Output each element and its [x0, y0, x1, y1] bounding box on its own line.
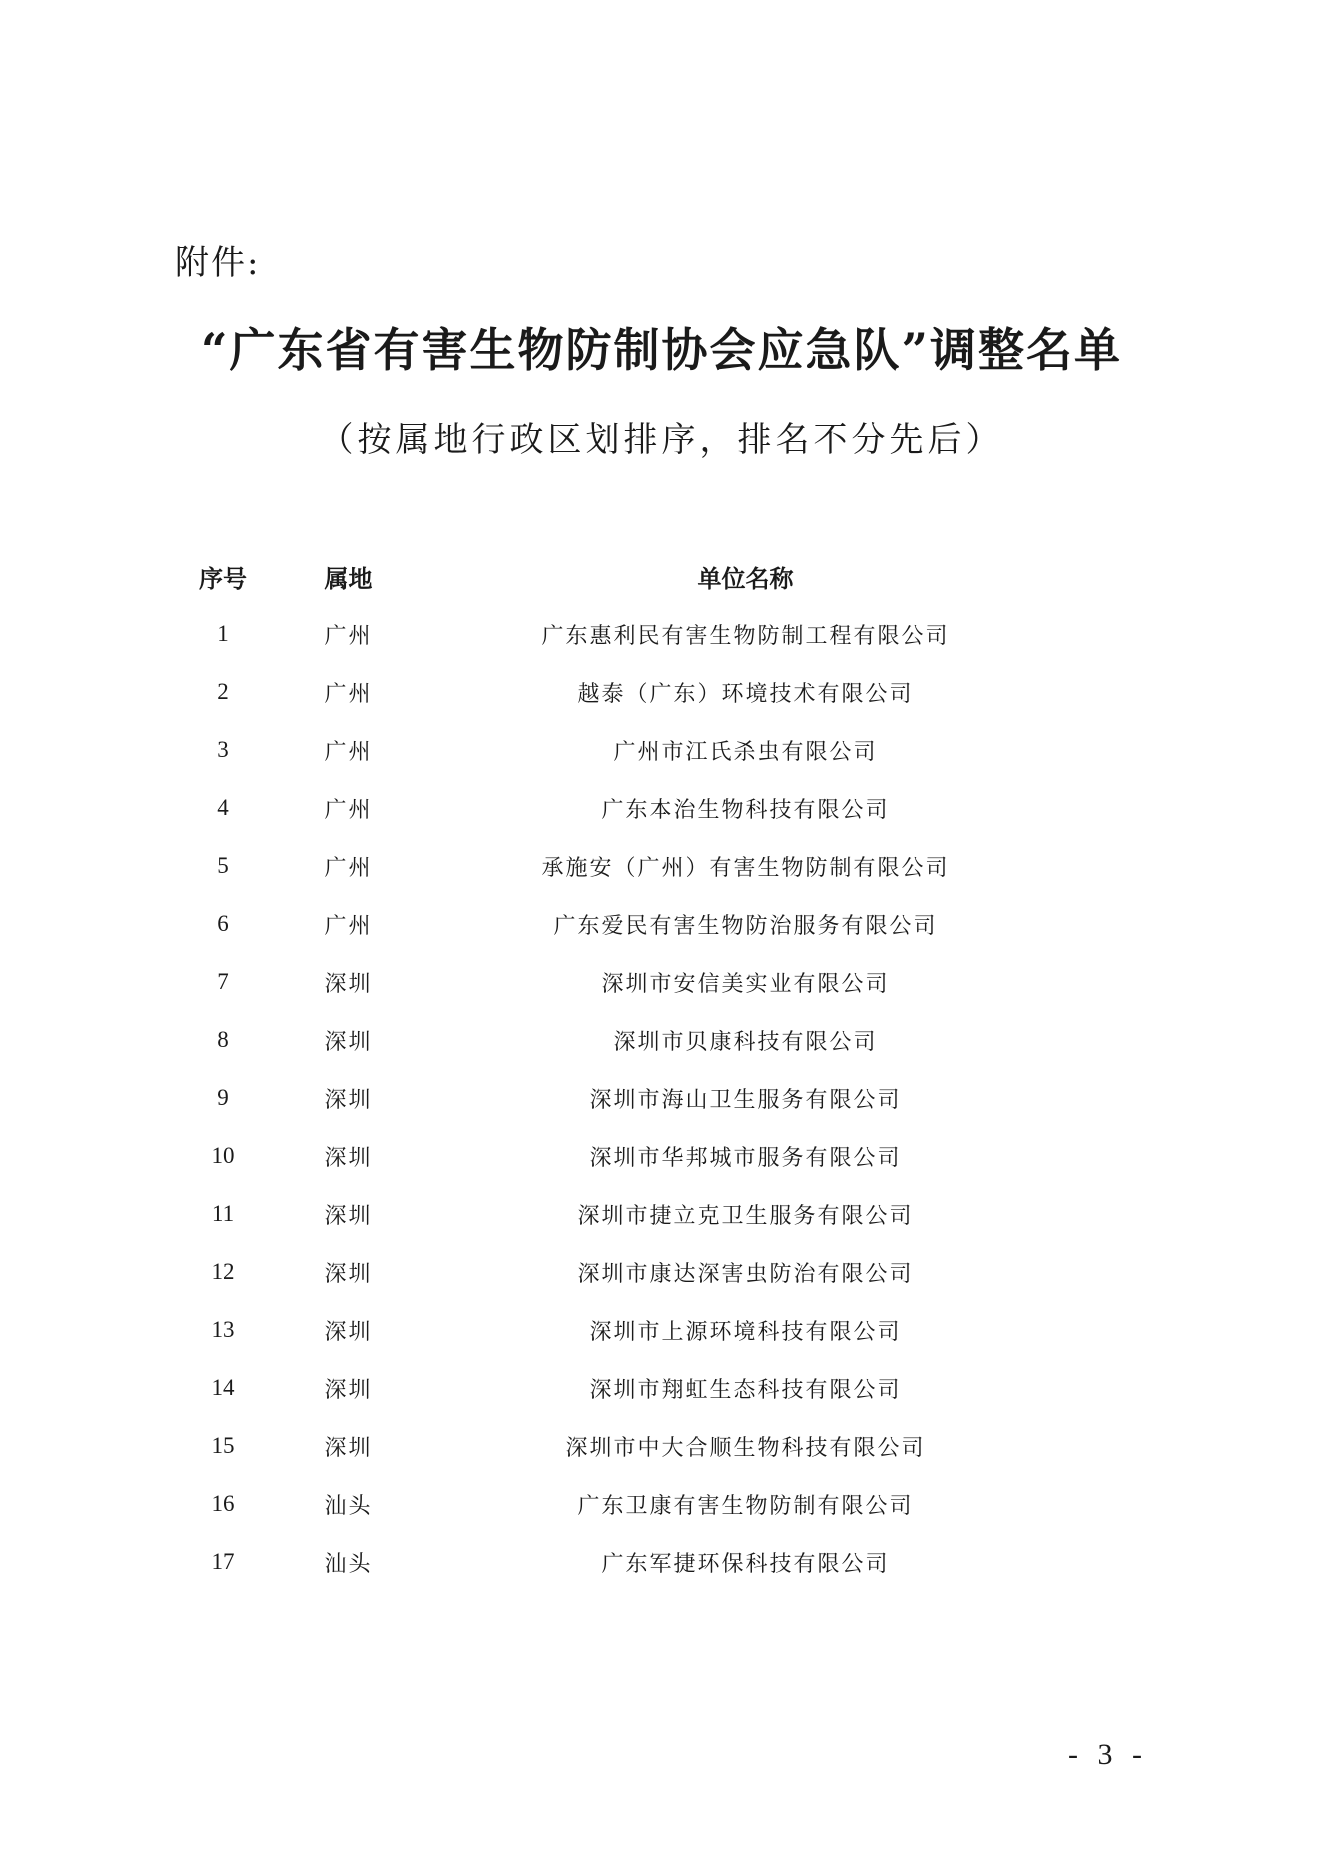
row-unit-name: 广东惠利民有害生物防制工程有限公司: [541, 623, 950, 649]
table-row: [175, 663, 1065, 721]
table-row: [175, 895, 1065, 953]
row-unit-name: 深圳市中大合顺生物科技有限公司: [565, 1435, 926, 1461]
row-number: 7: [217, 969, 229, 994]
table-row: [175, 1359, 1065, 1417]
row-region: 深圳: [324, 1145, 373, 1171]
header-region: 属地: [324, 564, 373, 593]
row-region: 广州: [324, 681, 373, 707]
attachment-label: 附件:: [175, 243, 261, 283]
row-number: 13: [211, 1317, 235, 1342]
row-number: 6: [217, 911, 229, 936]
table-header-row: [175, 547, 1065, 605]
row-region: 深圳: [324, 971, 373, 997]
table-row: [175, 1417, 1065, 1475]
row-region: 深圳: [324, 1261, 373, 1287]
row-region: 汕头: [324, 1493, 373, 1519]
table-row: [175, 721, 1065, 779]
row-unit-name: 深圳市贝康科技有限公司: [613, 1029, 878, 1055]
row-region: 广州: [324, 913, 373, 939]
row-region: 广州: [324, 623, 373, 649]
row-unit-name: 广州市江氏杀虫有限公司: [613, 739, 878, 765]
row-number: 17: [211, 1549, 235, 1574]
table-row: [175, 1475, 1065, 1533]
row-region: 深圳: [324, 1087, 373, 1113]
header-number: 序号: [199, 564, 247, 593]
row-number: 12: [211, 1259, 235, 1284]
document-title: “广东省有害生物防制协会应急队”调整名单: [201, 323, 1122, 377]
row-number: 8: [217, 1027, 229, 1052]
table-row: [175, 953, 1065, 1011]
row-unit-name: 广东爱民有害生物防治服务有限公司: [553, 913, 938, 939]
document-subtitle: （按属地行政区划排序，排名不分先后）: [319, 420, 1004, 460]
row-number: 5: [217, 853, 229, 878]
row-unit-name: 深圳市海山卫生服务有限公司: [589, 1087, 902, 1113]
table-row: [175, 1533, 1065, 1591]
roster-table: [175, 547, 1065, 1591]
row-region: 广州: [324, 855, 373, 881]
row-region: 深圳: [324, 1029, 373, 1055]
roster-table-body: [175, 605, 1065, 1591]
row-number: 10: [211, 1143, 235, 1168]
roster-table-head: [175, 547, 1065, 605]
row-unit-name: 深圳市翔虹生态科技有限公司: [589, 1377, 902, 1403]
table-row: [175, 779, 1065, 837]
row-unit-name: 深圳市上源环境科技有限公司: [589, 1319, 902, 1345]
row-unit-name: 广东本治生物科技有限公司: [601, 797, 890, 823]
row-number: 1: [217, 621, 229, 646]
row-unit-name: 承施安（广州）有害生物防制有限公司: [541, 855, 950, 881]
row-unit-name: 深圳市捷立克卫生服务有限公司: [577, 1203, 914, 1229]
row-number: 16: [211, 1491, 235, 1516]
row-region: 深圳: [324, 1203, 373, 1229]
table-row: [175, 837, 1065, 895]
table-row: [175, 1127, 1065, 1185]
row-unit-name: 深圳市康达深害虫防治有限公司: [577, 1261, 914, 1287]
table-row: [175, 1185, 1065, 1243]
row-number: 11: [211, 1201, 235, 1226]
row-region: 深圳: [324, 1319, 373, 1345]
row-unit-name: 深圳市安信美实业有限公司: [601, 971, 890, 997]
header-unit-name: 单位名称: [697, 564, 794, 593]
row-region: 汕头: [324, 1551, 373, 1577]
row-number: 4: [217, 795, 229, 820]
row-unit-name: 越泰（广东）环境技术有限公司: [577, 681, 914, 707]
table-row: [175, 1069, 1065, 1127]
row-unit-name: 深圳市华邦城市服务有限公司: [589, 1145, 902, 1171]
table-row: [175, 1243, 1065, 1301]
row-region: 深圳: [324, 1435, 373, 1461]
row-region: 深圳: [324, 1377, 373, 1403]
row-number: 15: [211, 1433, 235, 1458]
row-number: 2: [217, 679, 229, 704]
row-number: 14: [211, 1375, 235, 1400]
row-region: 广州: [324, 797, 373, 823]
row-unit-name: 广东卫康有害生物防制有限公司: [577, 1493, 914, 1519]
row-number: 9: [217, 1085, 229, 1110]
table-row: [175, 605, 1065, 663]
page-number: - 3 -: [1068, 1738, 1148, 1771]
table-row: [175, 1301, 1065, 1359]
row-number: 3: [217, 737, 229, 762]
row-unit-name: 广东军捷环保科技有限公司: [601, 1551, 890, 1577]
row-region: 广州: [324, 739, 373, 765]
table-row: [175, 1011, 1065, 1069]
